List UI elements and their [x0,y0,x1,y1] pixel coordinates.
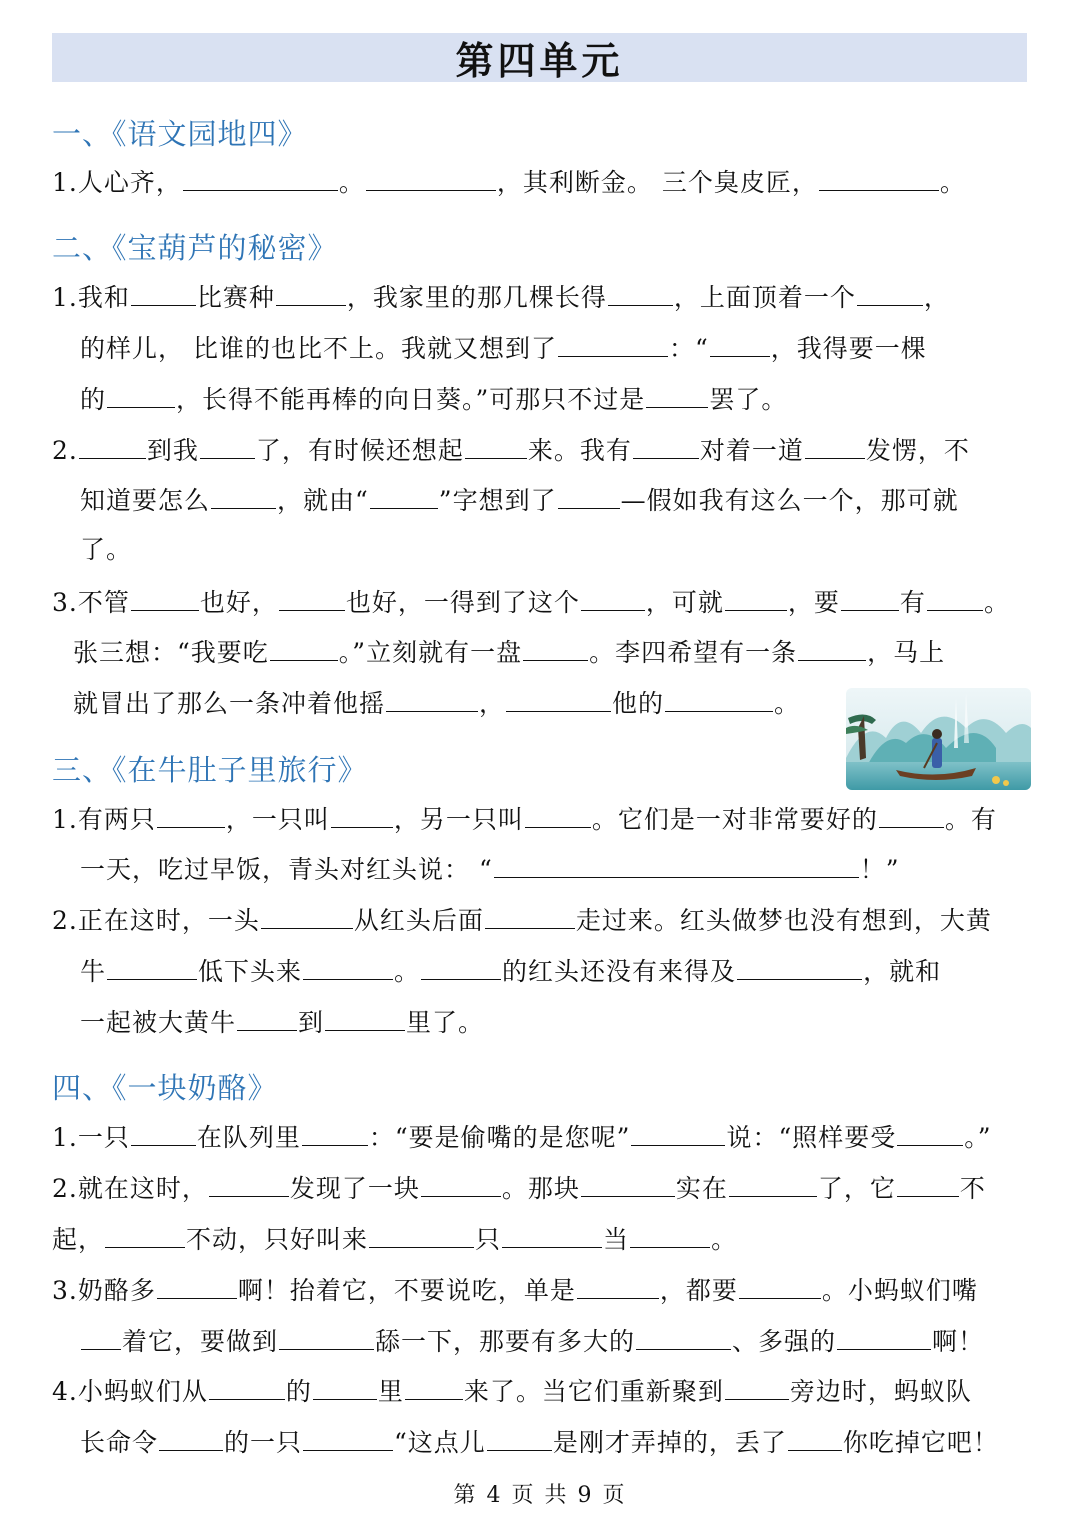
question-text: ，要 [787,588,840,617]
question-text: 罢了。 [709,385,788,414]
question-text: 着它，要做到 [122,1327,279,1356]
question-text: 在队列里 [196,1123,301,1152]
question-text: 。 [394,957,421,986]
section-heading: 二、《宝葫芦的秘密》 [52,231,338,265]
answer-blank[interactable] [729,1172,817,1197]
question-text: ，长得不能再棒的向日葵。”可那只不过是 [176,385,646,414]
question-text: ，马上 [867,638,946,667]
answer-blank[interactable] [209,1375,285,1400]
question-text: 到 [298,1008,325,1037]
answer-blank[interactable] [183,166,338,191]
question-text: 一天，吃过早饭，青头对红头说： “ [80,855,493,884]
question-text: 2.就在这时， [52,1174,208,1203]
answer-blank[interactable] [131,281,196,306]
question-text: ，上面顶着一个 [673,283,856,312]
answer-blank[interactable] [386,687,478,712]
question-text: 的样儿， 比谁的也比不上。我就又想到了 [80,334,557,363]
answer-blank[interactable] [465,434,527,459]
question-text: 你吃掉它吧！ [842,1428,999,1457]
answer-blank[interactable] [209,1172,289,1197]
answer-blank[interactable] [725,586,787,611]
question-text: 了。 [80,535,133,564]
question-text: 。有 [944,805,997,834]
question-text: 1.有两只 [52,805,156,834]
question-line [80,383,787,415]
answer-blank[interactable] [631,1121,725,1146]
question-line [73,687,800,719]
boat-illustration [846,688,1031,790]
question-line [80,535,132,565]
answer-blank[interactable] [107,955,197,980]
question-text: 了，有时候还想起 [255,436,464,465]
section-heading: 四、《一块奶酪》 [52,1071,278,1105]
question-text: 走过来。红头做梦也没有想到，大黄 [575,906,992,935]
question-text: 发愣，不 [865,436,970,465]
question-line [80,332,927,364]
answer-blank[interactable] [837,1325,931,1350]
page-title-bar [52,33,1027,82]
answer-blank[interactable] [157,803,225,828]
answer-blank[interactable] [405,1375,463,1400]
question-line [52,586,1010,618]
answer-blank[interactable] [487,1426,552,1451]
answer-blank[interactable] [279,1325,374,1350]
question-line [80,853,900,885]
question-text: 2.正在这时，一头 [52,906,260,935]
answer-blank[interactable] [581,1172,675,1197]
question-text: 当 [603,1225,630,1254]
question-line [52,281,950,313]
answer-blank[interactable] [879,803,944,828]
answer-blank[interactable] [897,1172,959,1197]
question-text: ，另一只叫 [393,805,524,834]
question-text: 只 [475,1225,502,1254]
question-text: 了，它 [817,1174,896,1203]
question-text: ，可就 [645,588,724,617]
question-text: —假如我有这么一个，那可就 [620,486,959,515]
answer-blank[interactable] [927,586,983,611]
question-text: 的 [285,1377,312,1406]
section-heading: 三、《在牛肚子里旅行》 [52,753,368,787]
answer-blank[interactable] [506,687,611,712]
question-text: 对着一道 [699,436,804,465]
question-text: ，都要 [659,1276,738,1305]
question-text: 长命令 [80,1428,159,1457]
answer-blank[interactable] [131,1121,196,1146]
question-text: 。李四希望有一条 [589,638,798,667]
question-line [52,434,970,466]
question-text: 啊！ [932,1327,985,1356]
question-line [52,1223,737,1255]
question-text: 。 [774,689,801,718]
question-text: 3.不管 [52,588,130,617]
answer-blank[interactable] [157,1274,237,1299]
question-text: ：“要是偷嘴的是您呢” [368,1123,631,1152]
question-text: 的一只 [224,1428,303,1457]
answer-blank[interactable] [725,1375,789,1400]
question-text: 。它们是一对非常要好的 [591,805,878,834]
question-text: 。 [338,168,365,197]
question-text: 1.一只 [52,1123,130,1152]
question-text: 来了。当它们重新聚到 [463,1377,724,1406]
answer-blank[interactable] [81,1325,121,1350]
question-text: 就冒出了那么一条冲着他摇 [73,689,386,718]
answer-blank[interactable] [270,636,338,661]
question-line [52,1274,978,1306]
question-text: 也好， [199,588,278,617]
answer-blank[interactable] [276,281,346,306]
answer-blank[interactable] [261,904,353,929]
question-text: 。 [939,168,966,197]
answer-blank[interactable] [581,586,645,611]
question-text: ，其利断金。 三个臭皮匠， [496,168,818,197]
answer-blank[interactable] [421,1172,501,1197]
question-text: 实在 [675,1174,728,1203]
question-text: 里了。 [406,1008,485,1037]
question-line [52,803,997,835]
question-text: 、多强的 [732,1327,837,1356]
answer-blank[interactable] [79,434,146,459]
answer-blank[interactable] [737,955,862,980]
answer-blank[interactable] [633,434,699,459]
answer-blank[interactable] [366,166,496,191]
question-line [52,1172,986,1204]
question-text: 。小蚂蚁们嘴 [821,1276,978,1305]
answer-blank[interactable] [421,955,501,980]
question-text: 旁边时，蚂蚁队 [789,1377,972,1406]
question-line [80,1426,999,1458]
question-text: “这点儿 [394,1428,486,1457]
answer-blank[interactable] [897,1121,963,1146]
answer-blank[interactable] [325,1006,405,1031]
question-line [52,1375,972,1407]
answer-blank[interactable] [303,1426,393,1451]
question-text: 低下头来 [198,957,303,986]
question-text: 一起被大黄牛 [80,1008,237,1037]
question-text: 到我 [146,436,199,465]
answer-blank[interactable] [107,383,175,408]
question-line [80,1006,484,1038]
question-text: 3.奶酪多 [52,1276,156,1305]
answer-blank[interactable] [485,904,575,929]
question-line [80,1325,984,1357]
question-text: 张三想：“我要吃 [73,638,269,667]
question-text: ， [923,283,950,312]
question-text: 发现了一块 [289,1174,420,1203]
section-heading: 一、《语文园地四》 [52,117,308,151]
question-line [52,904,992,936]
boat-scene-icon [846,688,1031,790]
question-text: 啊！抬着它，不要说吃，单是 [237,1276,576,1305]
answer-blank[interactable] [665,687,773,712]
answer-blank[interactable] [525,803,591,828]
question-line [52,166,966,198]
answer-blank[interactable] [502,1223,602,1248]
question-text: 不 [959,1174,986,1203]
answer-blank[interactable] [608,281,673,306]
answer-blank[interactable] [739,1274,821,1299]
question-text: ！” [859,855,900,884]
page-footer: 第 4 页 共 9 页 [453,1483,627,1508]
question-text: 不动，只好叫来 [186,1225,369,1254]
question-text: 舔一下，那要有多大的 [375,1327,636,1356]
question-text: 比赛种 [196,283,275,312]
question-text: 。”立刻就有一盘 [338,638,523,667]
answer-blank[interactable] [841,586,899,611]
answer-blank[interactable] [798,636,866,661]
question-text: 从红头后面 [353,906,484,935]
answer-blank[interactable] [788,1426,842,1451]
question-text: 1.人心齐， [52,168,182,197]
answer-blank[interactable] [523,636,588,661]
question-text: 的红头还没有来得及 [502,957,737,986]
question-text: 起， [52,1225,105,1254]
answer-blank[interactable] [370,484,438,509]
question-text: 4.小蚂蚁们从 [52,1377,208,1406]
answer-blank[interactable] [636,1325,731,1350]
question-text: 是刚才弄掉的，丢了 [552,1428,787,1457]
answer-blank[interactable] [819,166,939,191]
question-text: 牛 [80,957,107,986]
question-line [73,636,945,668]
answer-blank[interactable] [331,803,393,828]
question-text: ，就由“ [277,486,369,515]
answer-blank[interactable] [369,1223,474,1248]
question-text: 来。我有 [527,436,632,465]
answer-blank[interactable] [237,1006,297,1031]
question-text: 说：“照样要受 [726,1123,897,1152]
question-text: 知道要怎么 [80,486,211,515]
page-title: 第四单元 [455,38,624,83]
question-text: ， [479,689,506,718]
question-text: ，我得要一棵 [770,334,927,363]
question-text: 有 [899,588,926,617]
question-text: 也好，一得到了这个 [345,588,580,617]
question-text: ，我家里的那几棵长得 [346,283,607,312]
question-line [52,1121,992,1153]
answer-blank[interactable] [313,1375,377,1400]
question-text: 。 [983,588,1010,617]
answer-blank[interactable] [131,586,199,611]
answer-blank[interactable] [646,383,708,408]
question-text: 里 [377,1377,404,1406]
answer-blank[interactable] [494,853,859,878]
question-line [80,955,941,987]
question-text: 的 [80,385,107,414]
answer-blank[interactable] [710,332,770,357]
question-line [80,484,959,516]
answer-blank[interactable] [558,484,620,509]
answer-blank[interactable] [805,434,865,459]
answer-blank[interactable] [857,281,923,306]
question-text: ，就和 [863,957,942,986]
answer-blank[interactable] [302,1121,368,1146]
answer-blank[interactable] [303,955,393,980]
question-text: ”字想到了 [438,486,557,515]
question-text: 1.我和 [52,283,130,312]
question-text: 。” [964,1123,992,1152]
question-text: 2. [52,436,78,465]
answer-blank[interactable] [279,586,345,611]
answer-blank[interactable] [558,332,668,357]
answer-blank[interactable] [211,484,276,509]
answer-blank[interactable] [200,434,255,459]
question-text: ，一只叫 [225,805,330,834]
question-text: 。那块 [501,1174,580,1203]
answer-blank[interactable] [630,1223,710,1248]
question-text: ：“ [668,334,709,363]
answer-blank[interactable] [105,1223,185,1248]
question-text: 。 [711,1225,738,1254]
answer-blank[interactable] [159,1426,223,1451]
answer-blank[interactable] [577,1274,659,1299]
question-text: 他的 [612,689,665,718]
